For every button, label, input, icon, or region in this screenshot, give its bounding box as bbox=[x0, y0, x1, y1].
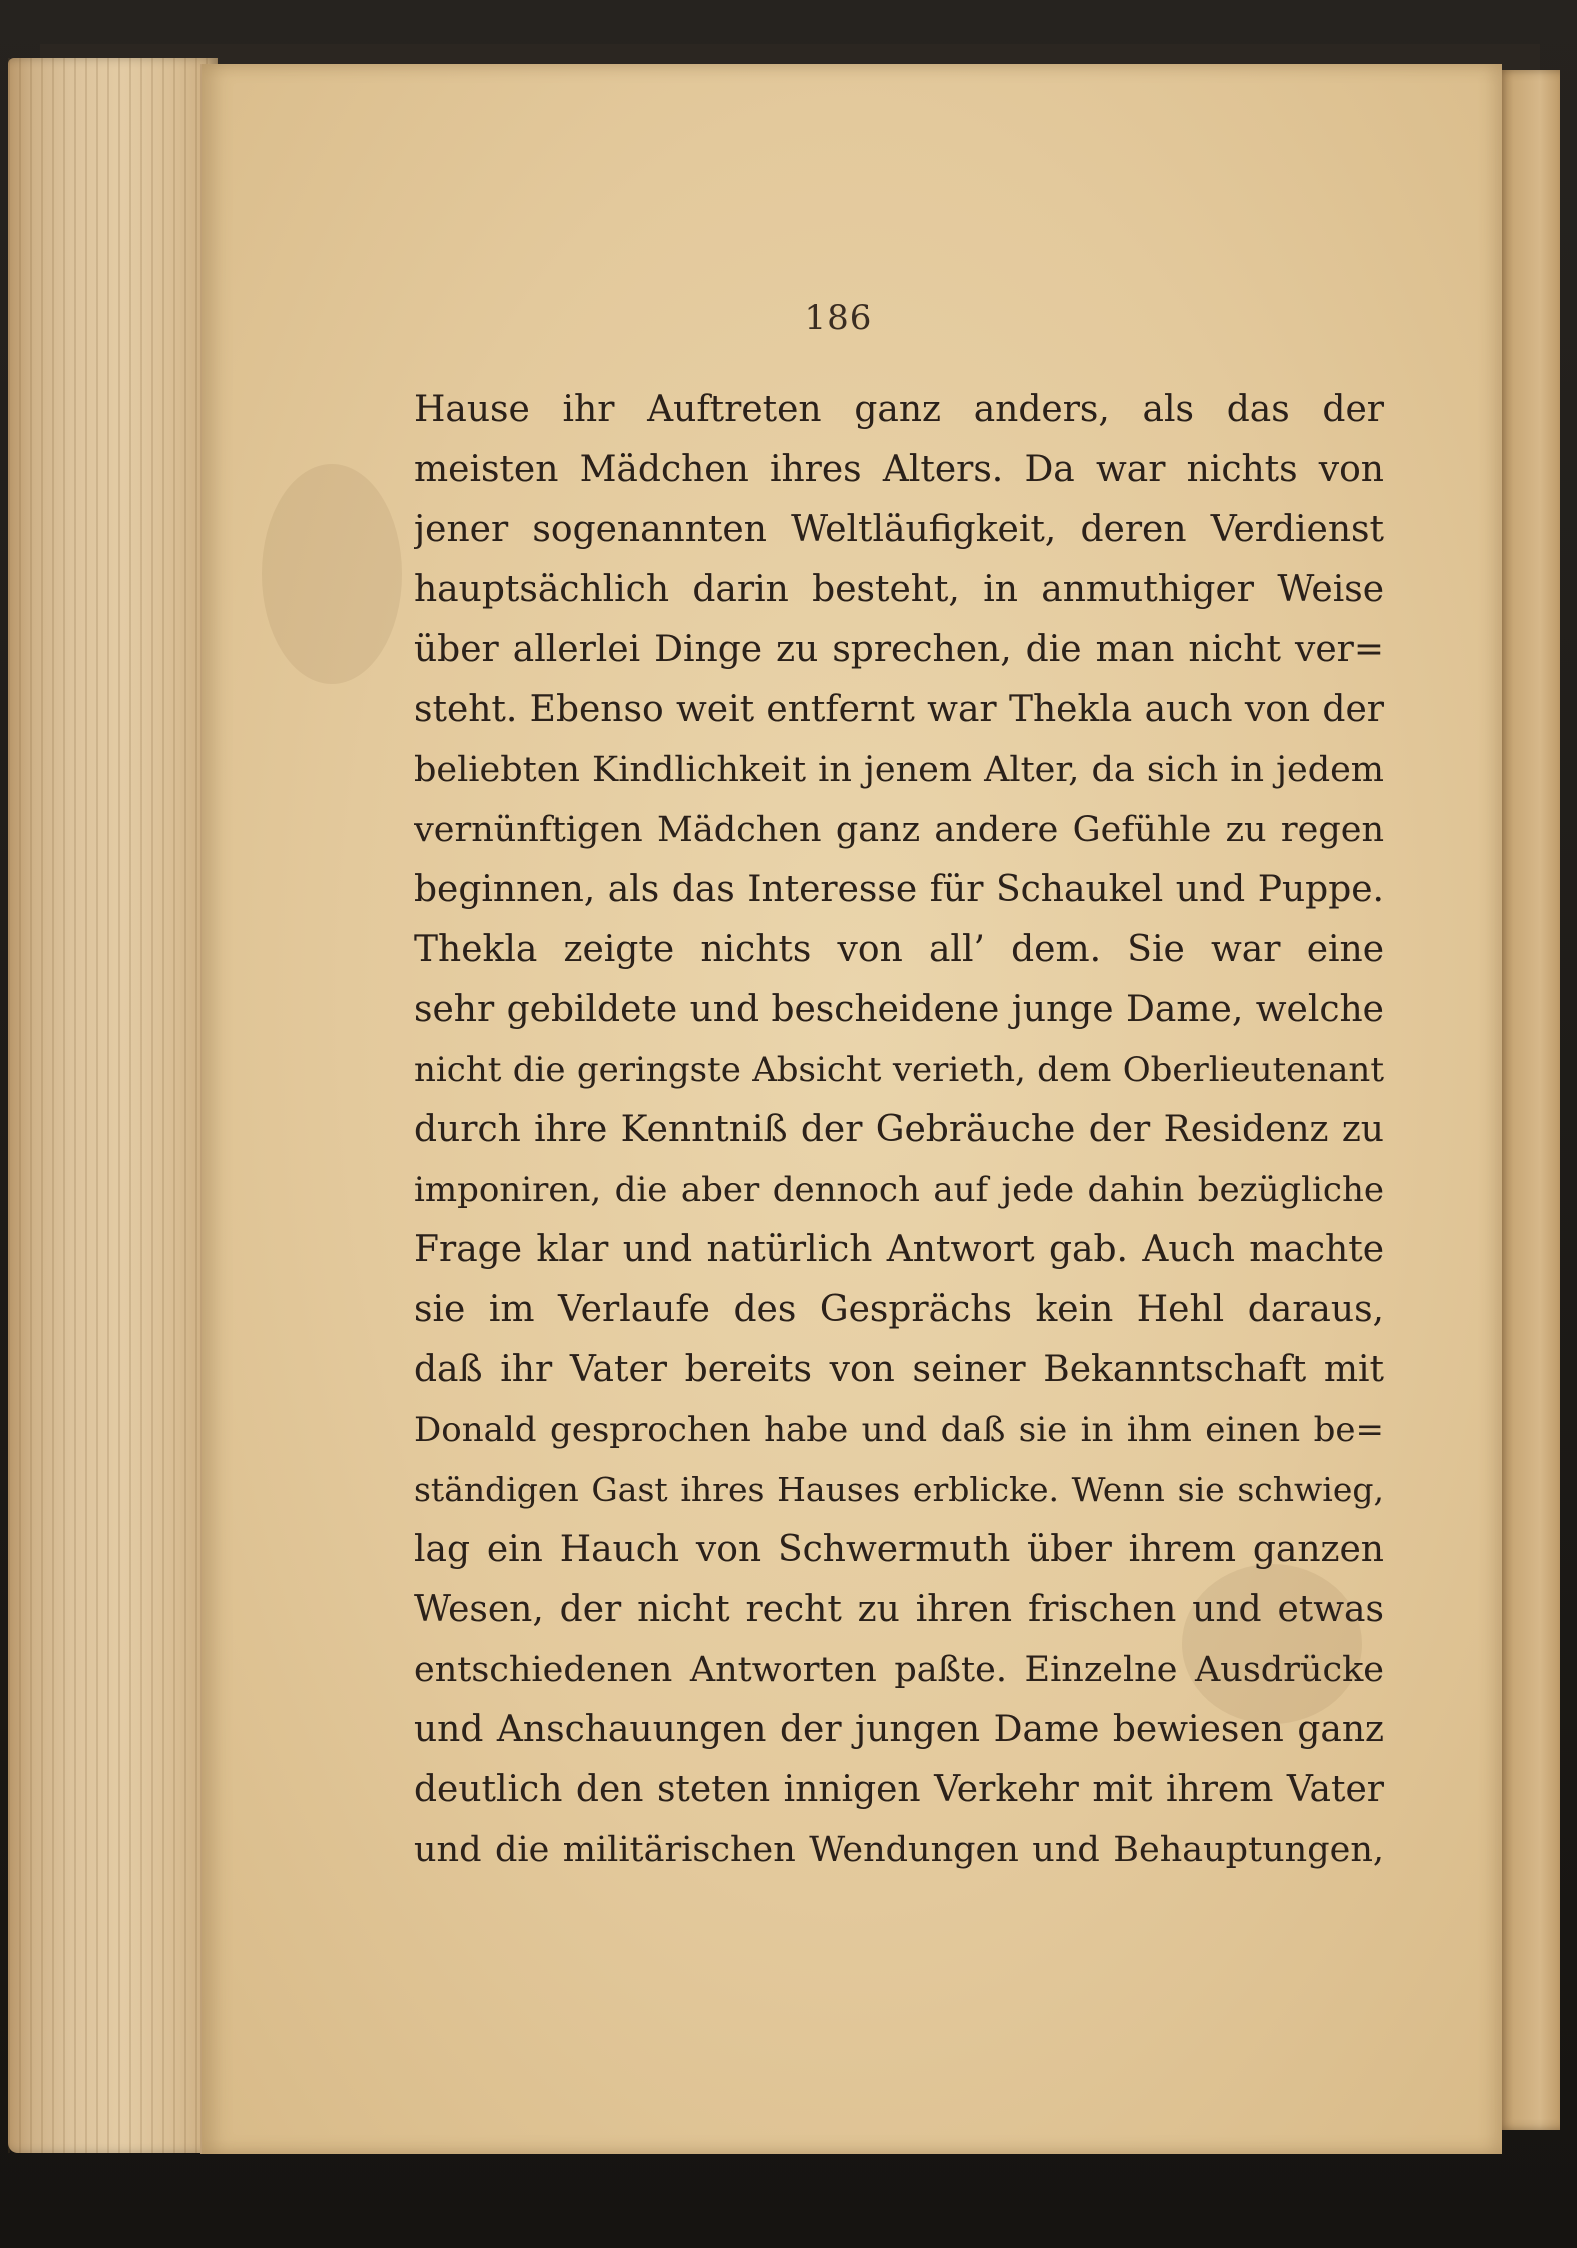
text-line: ständigen Gast ihres Hauses erblicke. Wenn sie schwieg, bbox=[414, 1470, 1384, 1509]
text-line: nicht die geringste Absicht verieth, dem Oberlieutenant bbox=[414, 1050, 1384, 1090]
text-line: meisten Mädchen ihres Alters. Da war nichts von bbox=[414, 449, 1384, 490]
text-line: steht. Ebenso weit entfernt war Thekla auch von der bbox=[414, 689, 1384, 730]
text-line: sehr gebildete und bescheidene junge Dame, welche bbox=[414, 989, 1384, 1030]
text-line: und Anschauungen der jungen Dame bewiesen ganz bbox=[414, 1709, 1384, 1750]
text-line: Thekla zeigte nichts von all’ dem. Sie war eine bbox=[414, 929, 1384, 970]
text-line: Frage klar und natürlich Antwort gab. Auch machte bbox=[414, 1229, 1384, 1270]
text-line: Wesen, der nicht recht zu ihren frischen und etwas bbox=[414, 1589, 1384, 1630]
text-line: entschiedenen Antworten paßte. Einzelne Ausdrücke bbox=[414, 1650, 1384, 1690]
next-page-edge bbox=[1494, 70, 1560, 2130]
text-line: beliebten Kindlichkeit in jenem Alter, da sich in jedem bbox=[414, 750, 1384, 790]
text-line: Hause ihr Auftreten ganz anders, als das der bbox=[414, 389, 1384, 430]
text-line: hauptsächlich darin besteht, in anmuthiger Weise bbox=[414, 569, 1384, 610]
text-line: daß ihr Vater bereits von seiner Bekanntschaft mit bbox=[414, 1349, 1384, 1390]
text-line: Donald gesprochen habe und daß sie in ihm einen be= bbox=[414, 1410, 1384, 1450]
text-line: deutlich den steten innigen Verkehr mit ihrem Vater bbox=[414, 1769, 1384, 1810]
text-line: über allerlei Dinge zu sprechen, die man nicht ver= bbox=[414, 629, 1384, 670]
paper-stain bbox=[262, 464, 402, 684]
page-number: 186 bbox=[804, 298, 873, 338]
page-text bbox=[414, 380, 1384, 1880]
text-line: beginnen, als das Interesse für Schaukel und Puppe. bbox=[414, 869, 1384, 910]
text-line: und die militärischen Wendungen und Behauptungen, bbox=[414, 1830, 1384, 1870]
text-line: jener sogenannten Weltläufigkeit, deren Verdienst bbox=[414, 509, 1384, 550]
text-line: durch ihre Kenntniß der Gebräuche der Residenz zu bbox=[414, 1109, 1384, 1150]
text-line: sie im Verlaufe des Gesprächs kein Hehl daraus, bbox=[414, 1289, 1384, 1330]
text-line: vernünftigen Mädchen ganz andere Gefühle zu regen bbox=[414, 810, 1384, 850]
text-line: imponiren, die aber dennoch auf jede dahin bezügliche bbox=[414, 1170, 1384, 1210]
text-line: lag ein Hauch von Schwermuth über ihrem ganzen bbox=[414, 1529, 1384, 1570]
page-stack-edge bbox=[8, 58, 218, 2153]
